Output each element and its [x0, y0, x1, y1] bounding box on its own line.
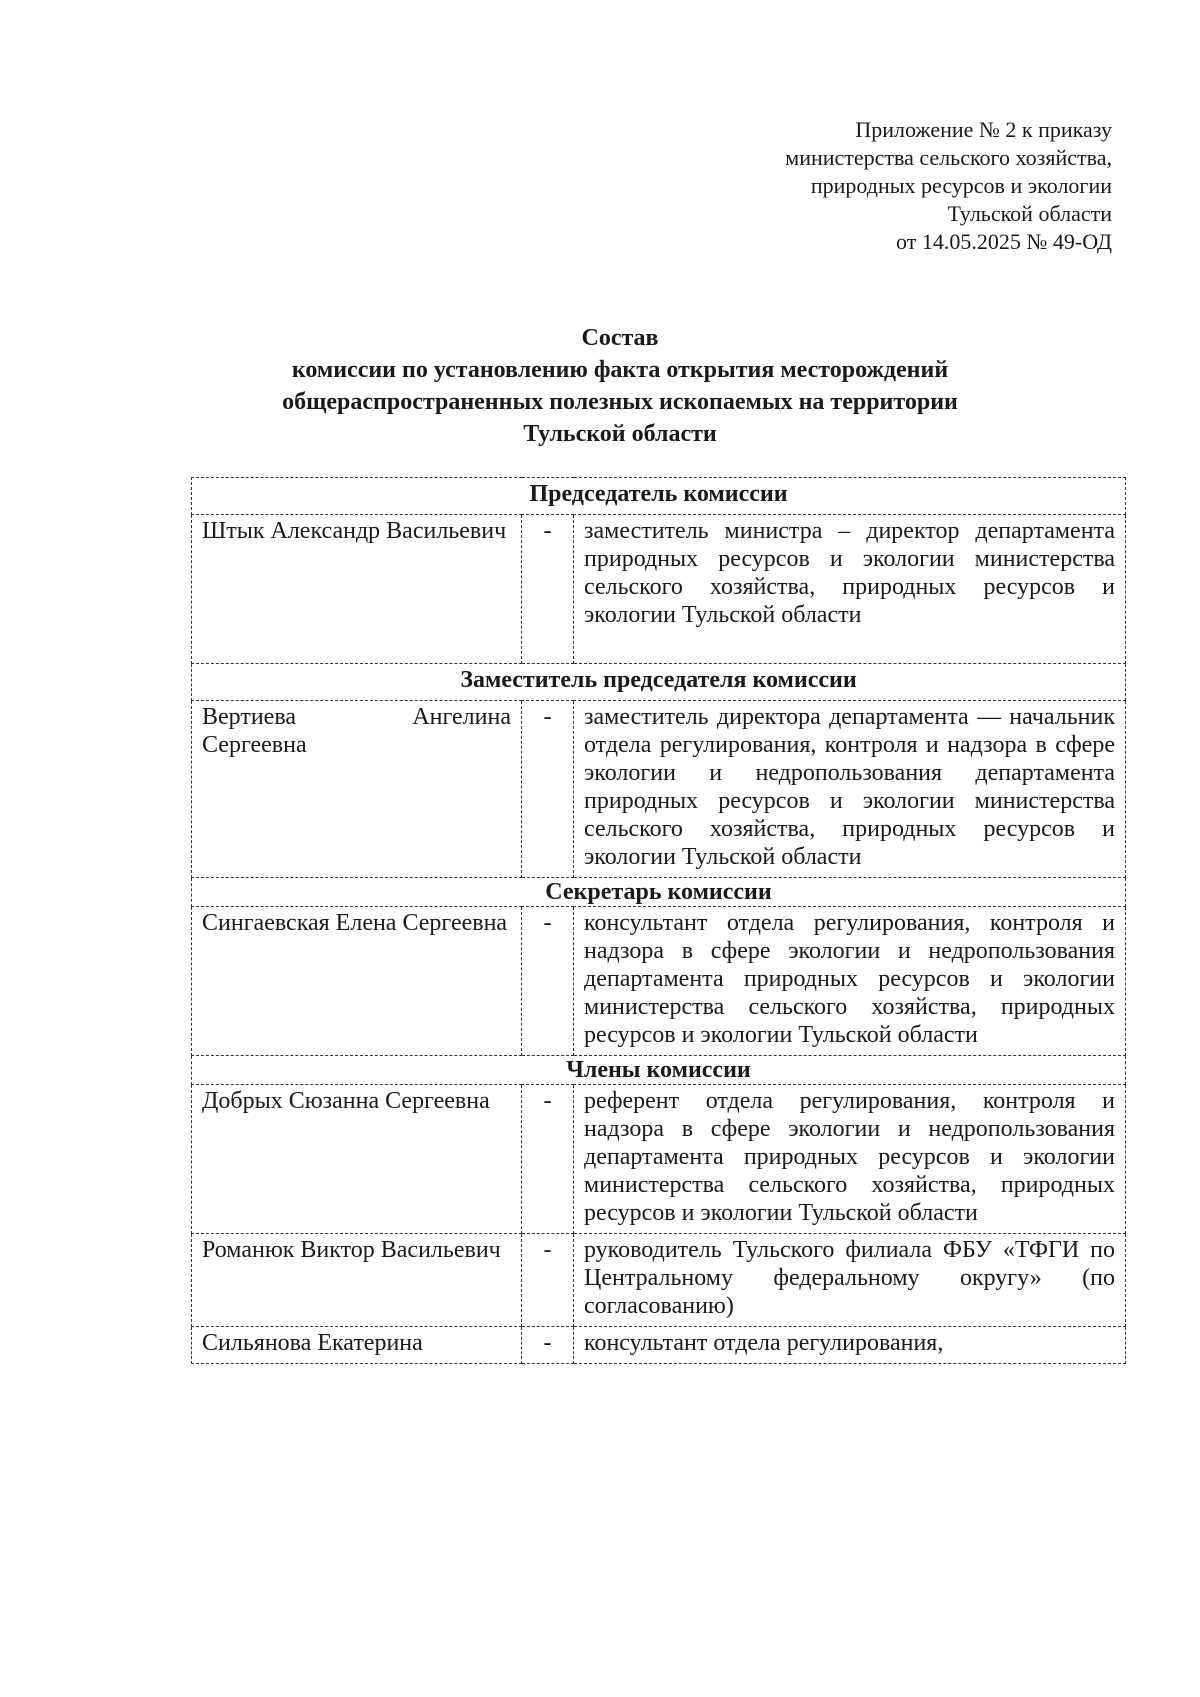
member-position: заместитель министра – директор департамента природных ресурсов и экологии министерства сельского хозяйства, природных ресурсов и экологии Тульской области: [574, 515, 1126, 664]
appendix-line: природных ресурсов и экологии: [810, 173, 1112, 198]
appendix-line: министерства сельского хозяйства,: [785, 145, 1112, 170]
document-title: [180, 322, 1060, 450]
section-row: [192, 1056, 1126, 1085]
title-line: комиссии по установлению факта открытия месторождений: [291, 357, 949, 383]
member-row: [192, 701, 1126, 878]
title-line: общераспространенных полезных ископаемых на территории: [282, 389, 958, 415]
section-row: [192, 478, 1126, 515]
member-dash: -: [522, 1234, 574, 1327]
member-dash: -: [522, 907, 574, 1056]
section-row: [192, 664, 1126, 701]
section-heading-chairman: Председатель комиссии: [192, 478, 1126, 515]
member-name: Штык Александр Васильевич: [192, 515, 522, 664]
section-row: [192, 878, 1126, 907]
member-row: [192, 1327, 1126, 1364]
title-line: Состав: [581, 325, 659, 351]
member-name: Добрых Сюзанна Сергеевна: [192, 1085, 522, 1234]
title-line: Тульской области: [523, 421, 717, 447]
member-name: Сильянова Екатерина: [192, 1327, 522, 1364]
member-dash: -: [522, 1327, 574, 1364]
appendix-line: от 14.05.2025 № 49-ОД: [896, 229, 1112, 254]
member-dash: -: [522, 515, 574, 664]
member-position: консультант отдела регулирования,: [574, 1327, 1126, 1364]
member-position: заместитель директора департамента — начальник отдела регулирования, контроля и надзора в сфере экологии и недропользования департамента природных ресурсов и экологии министерства сельского хозяйства, природных ресурсов и экологии Тульской области: [574, 701, 1126, 878]
member-position: референт отдела регулирования, контроля и надзора в сфере экологии и недропользования департамента природных ресурсов и экологии министерства сельского хозяйства, природных ресурсов и экологии Тульской области: [574, 1085, 1126, 1234]
appendix-line: Приложение № 2 к приказу: [855, 117, 1112, 142]
section-heading-deputy: Заместитель председателя комиссии: [192, 664, 1126, 701]
member-position: консультант отдела регулирования, контроля и надзора в сфере экологии и недропользования департамента природных ресурсов и экологии министерства сельского хозяйства, природных ресурсов и экологии Тульской области: [574, 907, 1126, 1056]
member-name: Вертиева Ангелина Сергеевна: [192, 701, 522, 878]
member-row: [192, 907, 1126, 1056]
member-dash: -: [522, 701, 574, 878]
section-heading-members: Члены комиссии: [192, 1056, 1126, 1085]
member-row: [192, 515, 1126, 664]
member-dash: -: [522, 1085, 574, 1234]
commission-roster-table: [191, 477, 1126, 1364]
member-name: Сингаевская Елена Сергеевна: [192, 907, 522, 1056]
member-row: [192, 1234, 1126, 1327]
section-heading-secretary: Секретарь комиссии: [192, 878, 1126, 907]
member-row: [192, 1085, 1126, 1234]
appendix-line: Тульской области: [947, 201, 1112, 226]
member-position: руководитель Тульского филиала ФБУ «ТФГИ по Центральному федеральному округу» (по согласованию): [574, 1234, 1126, 1327]
member-name: Романюк Виктор Васильевич: [192, 1234, 522, 1327]
appendix-header: [785, 116, 1112, 256]
